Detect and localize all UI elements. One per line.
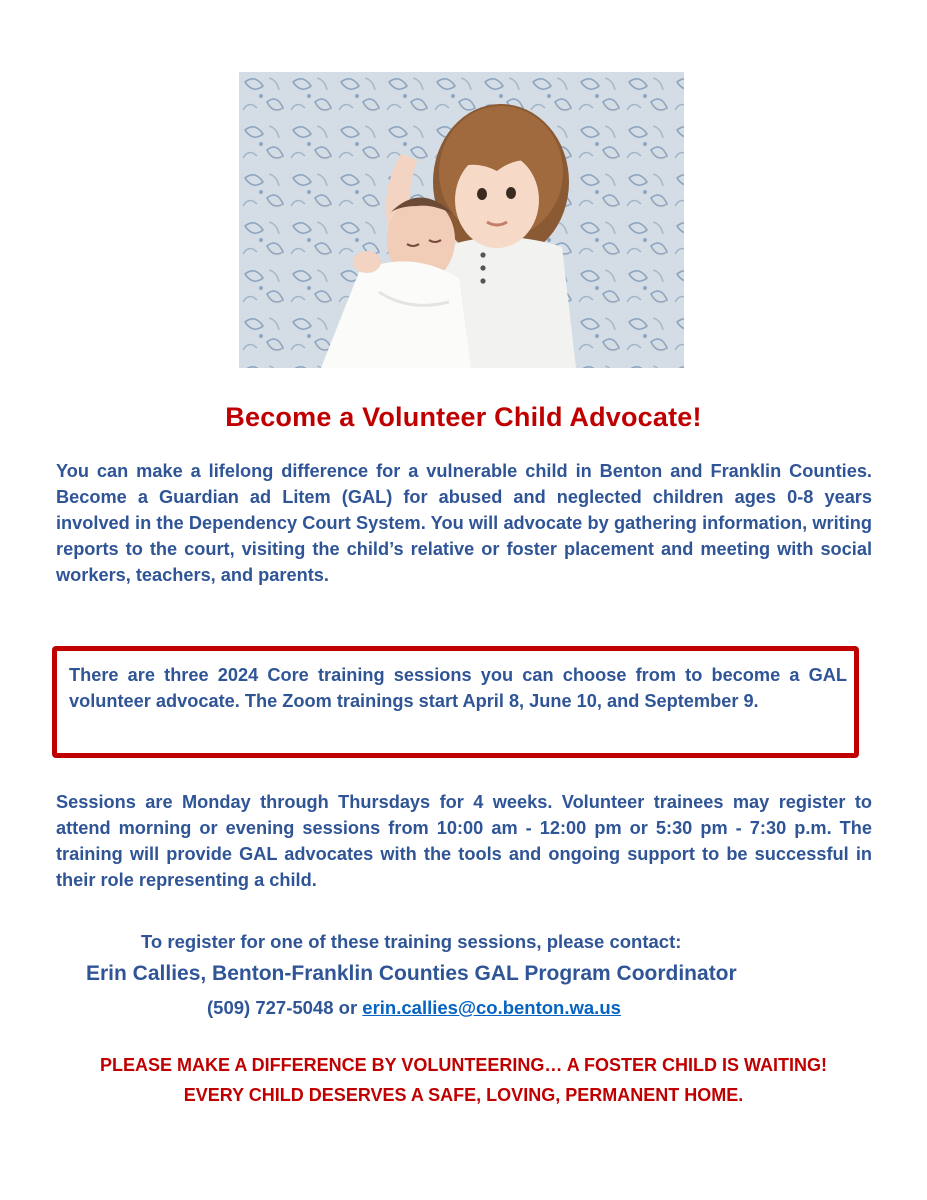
- closing-line-2: EVERY CHILD DESERVES A SAFE, LOVING, PERMANENT HOME.: [183, 1085, 744, 1105]
- closing-line-1: PLEASE MAKE A DIFFERENCE BY VOLUNTEERING… A FOSTER CHILD IS WAITING!: [99, 1055, 828, 1075]
- children-photo: [239, 72, 684, 368]
- page-title: Become a Volunteer Child Advocate!: [225, 402, 702, 432]
- intro-paragraph: You can make a lifelong difference for a vulnerable child in Benton and Franklin Counties. Become a Guardian ad Litem (GAL) for abused and neglected children ages 0-8 years involved in the Dependency Court System. You will advocate by gathering information, writing reports to the court, visiting the child’s relative or foster placement and meeting with social workers, teachers, and parents.: [56, 461, 872, 585]
- contact-intro: To register for one of these training sessions, please contact:: [141, 931, 682, 952]
- coordinator-name: Erin Callies, Benton-Franklin Counties GAL Program Coordinator: [86, 962, 737, 985]
- phone-number: (509) 727-5048: [207, 997, 334, 1018]
- training-dates-paragraph: There are three 2024 Core training sessions you can choose from to become a GAL volunteer advocate. The Zoom trainings start April 8, June 10, and September 9.: [69, 665, 847, 711]
- contact-separator: or: [333, 997, 363, 1018]
- sessions-paragraph: Sessions are Monday through Thursdays for 4 weeks. Volunteer trainees may register to attend morning or evening sessions from 10:00 am - 12:00 pm or 5:30 pm - 7:30 p.m. The training will provide GAL advocates with the tools and ongoing support to be successful in their role representing a child.: [56, 792, 872, 890]
- email-link[interactable]: erin.callies@co.benton.wa.us: [362, 997, 621, 1018]
- contact-line: [207, 997, 621, 1019]
- photo-two-children-icon: [239, 72, 684, 368]
